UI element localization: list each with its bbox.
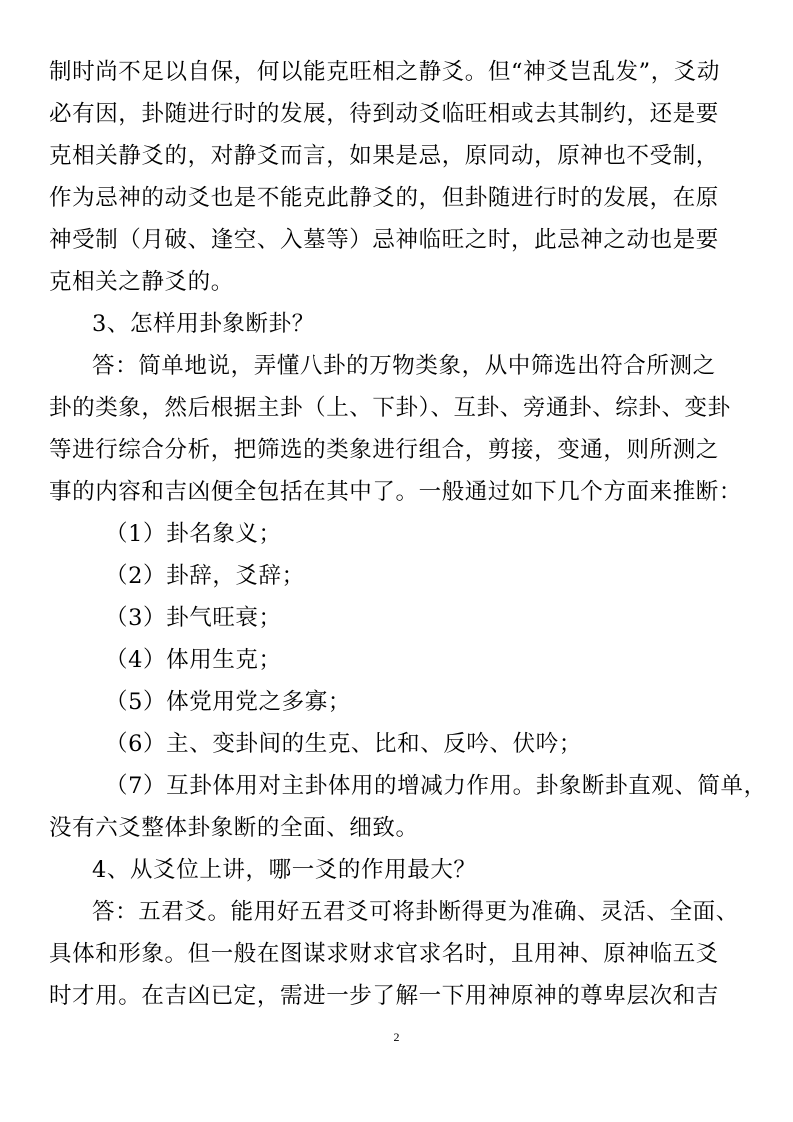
- page-number: 2: [393, 1030, 400, 1044]
- body-text-line: 克相关静爻的，对静爻而言，如果是忌，原同动，原神也不受制，: [49, 143, 719, 169]
- body-text-line: 作为忌神的动爻也是不能克此静爻的，但卦随进行时的发展，在原: [49, 185, 719, 211]
- list-item: （3）卦气旺衰；: [105, 605, 282, 631]
- body-text-line: 事的内容和吉凶便全包括在其中了。一般通过如下几个方面来推断：: [49, 479, 743, 505]
- body-text-line: 克相关之静爻的。: [49, 269, 234, 295]
- list-item: （1）卦名象义；: [105, 521, 282, 547]
- body-text-line: 神受制（月破、逢空、入墓等）忌神临旺之时，此忌神之动也是要: [49, 227, 719, 253]
- answer-first-line: 答：简单地说，弄懂八卦的万物类象，从中筛选出符合所测之: [92, 353, 716, 379]
- body-text-line: 没有六爻整体卦象断的全面、细致。: [49, 815, 419, 841]
- question-heading: 3、怎样用卦象断卦？: [92, 311, 315, 337]
- list-item: （5）体党用党之多寡；: [105, 689, 351, 715]
- body-text-line: 等进行综合分析，把筛选的类象进行组合，剪接，变通，则所测之: [49, 437, 719, 463]
- body-text-line: 必有因，卦随进行时的发展，待到动爻临旺相或去其制约，还是要: [49, 101, 719, 127]
- body-text-line: 时才用。在吉凶已定，需进一步了解一下用神原神的尊卑层次和吉: [49, 983, 719, 1009]
- list-item: （7）互卦体用对主卦体用的增减力作用。卦象断卦直观、简单，: [105, 773, 767, 799]
- list-item: （6）主、变卦间的生克、比和、反吟、伏吟；: [105, 731, 582, 757]
- body-text-line: 制时尚不足以自保，何以能克旺相之静爻。但“神爻岂乱发”，爻动: [49, 59, 721, 85]
- list-item: （4）体用生克；: [105, 647, 282, 673]
- body-text-line: 卦的类象，然后根据主卦（上、下卦）、互卦、旁通卦、综卦、变卦: [49, 395, 731, 421]
- body-text-line: 具体和形象。但一般在图谋求财求官求名时，且用神、原神临五爻: [49, 941, 719, 967]
- question-heading: 4、从爻位上讲，哪一爻的作用最大？: [92, 857, 477, 883]
- answer-first-line: 答：五君爻。能用好五君爻可将卦断得更为准确、灵活、全面、: [92, 899, 739, 925]
- list-item: （2）卦辞，爻辞；: [105, 563, 305, 589]
